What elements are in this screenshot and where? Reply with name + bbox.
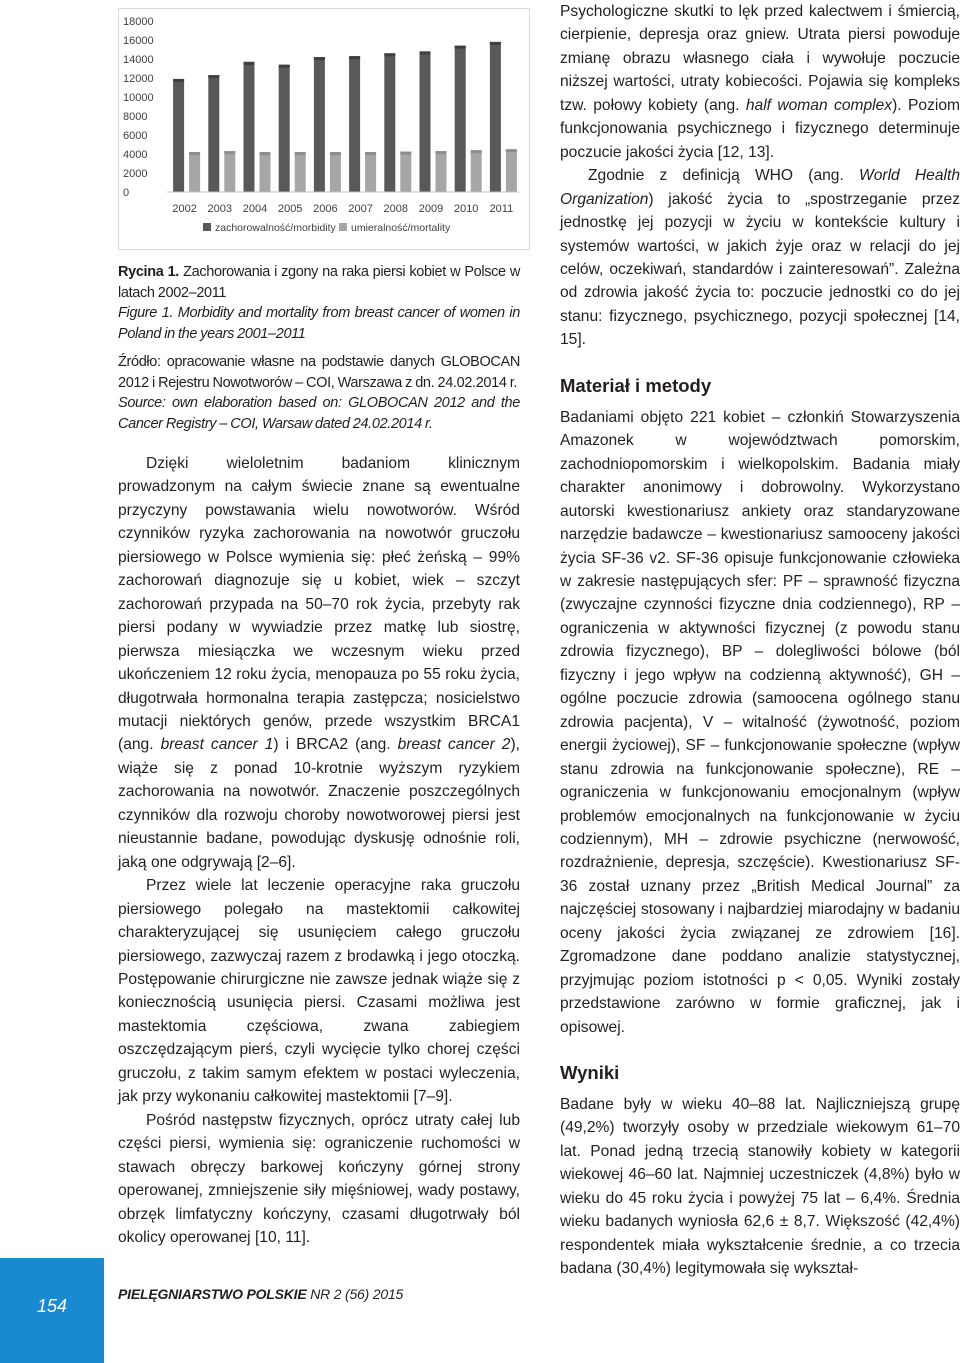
bar-top (314, 57, 325, 60)
journal-name: PIELĘGNIARSTWO POLSKIE (118, 1286, 307, 1302)
journal-footer (118, 1286, 403, 1302)
bar-top (436, 151, 447, 154)
paragraph-emphasis: breast cancer 1 (160, 736, 274, 754)
page-number: 154 (36, 1296, 68, 1316)
bar-morbidity (490, 42, 501, 192)
x-tick-label: 2003 (207, 203, 233, 215)
paragraph-emphasis: breast cancer 2 (397, 736, 511, 754)
y-tick-label: 18000 (123, 16, 154, 28)
bar-top (365, 152, 376, 155)
paragraph: Przez wiele lat leczenie operacyjne raka gruczołu piersiowego polegało na mastektomii całkowitej charakteryzującej się usunięciem całego gruczołu piersiowego, zazwyczaj razem z brodawką i jego otoczką. Postępowanie chirurgiczne nie zawsze jednak wiąże się z koniecznością usunięcia piersi. Czasami możliwa jest mastektomia częściowa, zwana zabiegiem oszczędzającym pierś, czyli wycięcie tylko chorej części gruczołu, z takim samym efektem w postaci wyleczenia, jak przy wykonaniu całkowitej mastektomii [7–9]. (118, 877, 520, 1106)
paragraph-text: Psychologiczne skutki to lęk przed kalectwem i śmiercią, cierpienie, depresja oraz gniew. Utrata piersi powoduje zmianę obrazu własnego ciała i wywołuje poczucie niższej wartości, utraty kobiecości. Pojawia się kompleks tzw. połowy kobiety (ang. (560, 3, 960, 114)
bar-top (330, 152, 341, 155)
x-tick-label: 2010 (453, 203, 479, 215)
paragraph: Badane były w wieku 40–88 lat. Najliczniejszą grupę (49,2%) tworzyły osoby w przedziale wiekowym 61–70 lat. Ponad jedną trzecią stanowiły kobiety w kategorii wiekowej 46–60 lat. Najmniej uczestniczek (4,8%) było w wieku do 45 roku życia i powyżej 75 lat – 6,4%. Średnia wieku badanych wyniosła 62,6 ± 8,7. Większość (42,4%) respondentek miała wykształcenie średnie, a co trzecia badana (30,4%) legitymowała się wykształ- (560, 1096, 960, 1278)
x-tick-label: 2006 (313, 203, 338, 215)
bar-morbidity (244, 62, 255, 192)
bar-top (400, 152, 411, 155)
bar-top (455, 46, 466, 49)
bar-top (490, 42, 501, 45)
bar-top (506, 149, 517, 152)
x-tick-label: 2009 (418, 203, 444, 215)
chart-svg (119, 9, 529, 249)
chart-bars (173, 42, 517, 192)
bar-top (420, 51, 431, 54)
figure-caption (118, 262, 520, 434)
page-number-block (0, 1258, 104, 1363)
paragraph-emphasis: half woman complex (745, 96, 893, 114)
x-tick-label: 2004 (242, 203, 268, 215)
paragraph-text: Dzięki wieloletnim badaniom klinicznym prowadzonym na całym świecie znane są ewentualne przyczyny powstawania wielu nowotworów. Wśród czynników ryzyka zachorowania na nowotwór gruczołu piersiowego w Polsce wymienia się: płeć żeńską – 99% zachorowań diagnozuje się u kobiet, wiek – szczyt zachorowań przypada na 50–70 rok życia, przebyty rak piersi podany w wywiadzie przez matkę lub siostrę, pierwsza miesiączka we wczesnym wieku przed ukończeniem 12 roku życia, menopauza po 55 roku życia, długotrwała hormonalna terapia zastępcza; nosicielstwo mutacji niektórych genów, przede wszystkim BRCA1 (ang. (118, 455, 520, 754)
bar-morbidity (208, 75, 219, 192)
paragraph: Pośród następstw fizycznych, oprócz utraty całej lub części piersi, wymienia się: ograniczenie ruchomości w stawach obręczy barkowej kończyny górnej strony operowanej, zmniejszenie siły mięśniowej, wady postawy, obrzęk limfatyczny kończyny, czasami długotrwały ból okolicy operowanej [10, 11]. (118, 1111, 520, 1246)
bar-top (189, 152, 200, 155)
x-tick-label: 2002 (172, 203, 197, 215)
bar-top (208, 75, 219, 78)
bar-morbidity (384, 53, 395, 192)
bar-mortality (471, 150, 482, 192)
paragraph (560, 164, 960, 352)
x-tick-label: 2008 (383, 203, 409, 215)
journal-issue: NR 2 (56) 2015 (306, 1286, 404, 1302)
bar-chart (118, 8, 530, 250)
bar-mortality (260, 152, 271, 192)
y-tick-label: 6000 (123, 130, 148, 142)
x-tick-label: 2011 (489, 203, 514, 215)
caption-source-pl: Źródło: opracowanie własne na podstawie danych GLOBOCAN 2012 i Rejestru Nowotworów – COI, Warszawa z dn. 24.02.2014 r. (118, 354, 520, 391)
bar-mortality (506, 149, 517, 192)
x-tick-label: 2005 (277, 203, 303, 215)
bar-morbidity (314, 57, 325, 192)
y-tick-label: 14000 (123, 54, 154, 66)
y-tick-label: 8000 (123, 111, 148, 123)
paragraph-text: ), wiąże się z ponad 10-krotnie wyższym ryzykiem zachorowania na nowotwór. Znaczenie poszczególnych czynników dla rozwoju choroby nowotworowej piersi jest nieustannie badane, powodując dyskusję odnośnie roli, jaką one odgrywają [2–6]. (118, 736, 521, 871)
right-column (560, 0, 960, 1281)
caption-source-en: Source: own elaboration based on: GLOBOCAN 2012 and the Cancer Registry – COI, Warsaw dated 24.02.2014 r. (118, 395, 520, 432)
paragraph (560, 0, 960, 164)
legend-swatch (339, 223, 347, 231)
bar-top (244, 62, 255, 65)
paragraph-text: ) i BRCA2 (ang. (273, 736, 398, 754)
bar-mortality (295, 152, 306, 192)
bar-morbidity (173, 79, 184, 192)
y-tick-label: 2000 (123, 168, 148, 180)
section-heading-methods: Materiał i metody (560, 374, 712, 396)
x-axis-ticks (172, 203, 513, 215)
bar-mortality (436, 151, 447, 192)
caption-en: Figure 1. Morbidity and mortality from breast cancer of women in Poland in the years 2001–2011 (118, 305, 520, 342)
bar-mortality (224, 151, 235, 192)
caption-pl (118, 262, 520, 303)
paragraph: Badaniami objęto 221 kobiet – członkiń Stowarzyszenia Amazonek w województwach pomorskim, zachodniopomorskim i wielkopolskim. Badania miały charakter anonimowy i dobrowolny. Wykorzystano autorski kwestionariusz ankiety oraz standaryzowane narzędzie badawcze – kwestionariusz samooceny jakości życia SF-36 v2. SF-36 opisuje funkcjonowanie człowieka w zakresie następujących sfer: PF – sprawność fizyczna (zwyczajne czynności fizyczne dnia codziennego), RP – ograniczenia w aktywności fizycznej (z powodu stanu zdrowia fizycznego), BP – dolegliwości bólowe (ból fizyczny i jego wpływ na codzienną aktywność), GH – ogólne poczucie zdrowia (samoocena ogólnego stanu zdrowia pacjenta), V – witalność (żywotność, poziom energii życiowej), SF – funkcjonowanie społeczne (wpływ stanu zdrowia na funkcjonowanie społeczne), RE – ograniczenia w funkcjonowaniu emocjonalnym (wpływ problemów emocjonalnych na funkcjonowanie w życiu codziennym), MH – zdrowie psychiczne (nerwowość, rozdrażnienie, depresja, szczęście). Kwestionariusz SF-36 został uznany przez „British Medical Journal” za najczęściej stosowany i najbardziej miarodajny w badaniu oceny jakości życia związanej ze zdrowiem [16]. Zgromadzone dane poddano analizie statystycznej, przyjmując poziom istotności p < 0,05. Wyniki zostały przedstawione zarówno w formie graficznej, jak i opisowej. (560, 408, 960, 1036)
paragraph-emphasis: World Health Organization (560, 167, 960, 208)
bar-mortality (189, 152, 200, 192)
bar-mortality (365, 152, 376, 192)
caption-pl-text: Zachorowania i zgony na raka piersi kobiet w Polsce w latach 2002–2011 (118, 264, 520, 301)
bar-top (260, 152, 271, 155)
y-tick-label: 0 (123, 187, 130, 199)
y-tick-label: 16000 (123, 35, 154, 47)
y-tick-label: 12000 (123, 73, 154, 85)
legend-label: umieralność/mortality (351, 222, 451, 234)
bar-top (224, 151, 235, 154)
left-column (118, 452, 520, 1249)
y-tick-label: 4000 (123, 149, 148, 161)
bar-morbidity (279, 65, 290, 192)
bar-top (349, 56, 360, 59)
y-axis-ticks (123, 16, 154, 199)
section-heading-results: Wyniki (560, 1062, 620, 1084)
x-tick-label: 2007 (348, 203, 373, 215)
legend-label: zachorowalność/morbidity (215, 222, 336, 234)
y-tick-label: 10000 (123, 92, 154, 104)
chart-legend (203, 222, 451, 234)
bar-morbidity (349, 56, 360, 192)
bar-top (295, 152, 306, 155)
paragraph-text: ). Poziom funkcjonowania psychicznego i fizycznego determinuje poczucie jakości życia [12, 13]. (560, 96, 960, 161)
bar-top (173, 79, 184, 82)
bar-morbidity (455, 46, 466, 192)
bar-mortality (330, 152, 341, 192)
bar-mortality (400, 152, 411, 192)
paragraph (118, 452, 520, 874)
bar-morbidity (420, 51, 431, 192)
bar-top (384, 53, 395, 56)
paragraph-text: ) jakość życia to „spostrzeganie przez jednostkę jej pozycji w życiu w kontekście kultury i systemów wartości, w jakich żyje oraz w relacji do jej celów, oczekiwań, standardów i zainteresowań”. Zależna od zdrowia jakość życia to: poczucie jednostki co do jej stanu: fizycznego, psychicznego, pozycji społecznej [14, 15]. (560, 190, 960, 349)
legend-swatch (203, 223, 211, 231)
bar-top (471, 150, 482, 153)
bar-top (279, 65, 290, 68)
caption-label: Rycina 1. (118, 264, 179, 280)
paragraph-text: Zgodnie z definicją WHO (ang. (588, 167, 859, 185)
